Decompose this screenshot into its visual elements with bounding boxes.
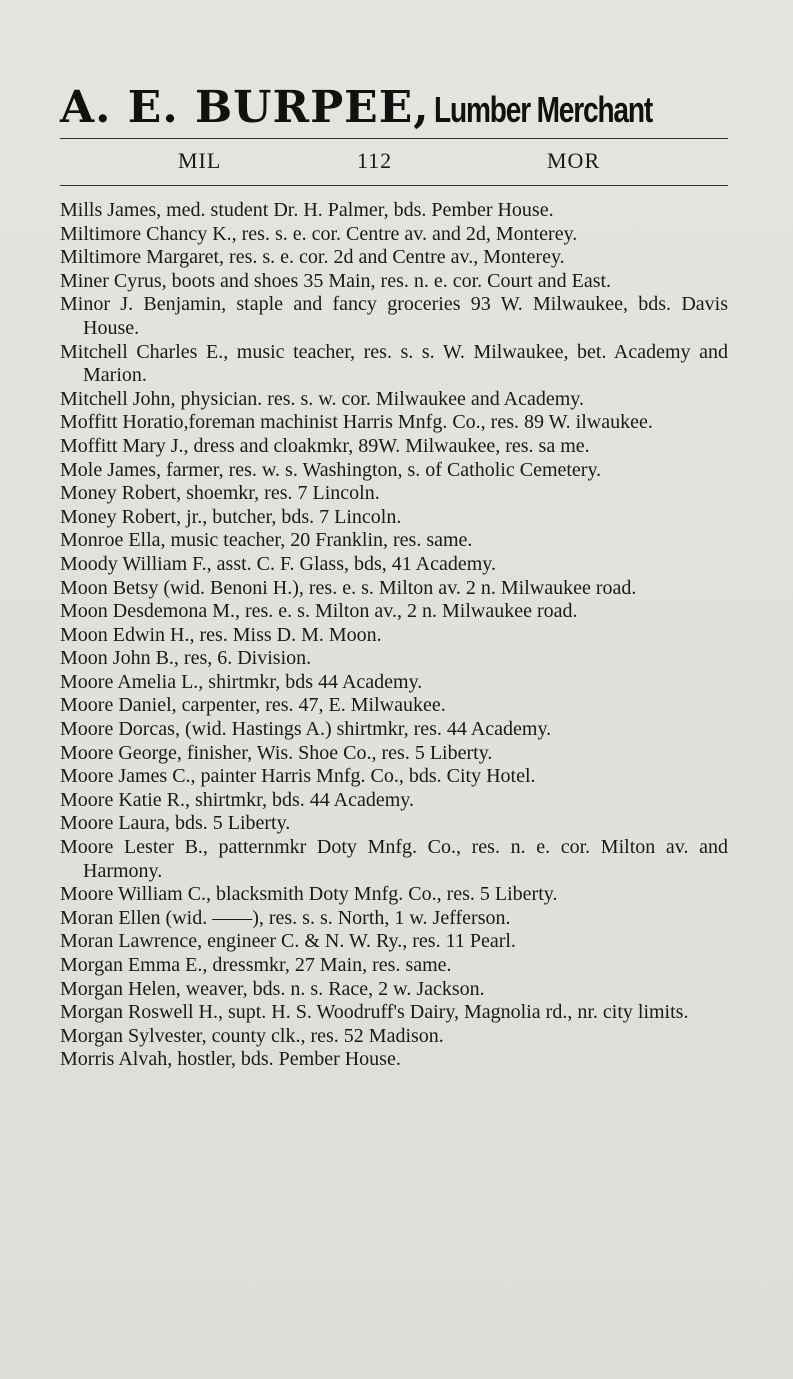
directory-entry: Morgan Emma E., dressmkr, 27 Main, res. same. xyxy=(60,954,452,976)
advertisement-banner xyxy=(60,82,732,132)
directory-entry: Moon John B., res, 6. Division. xyxy=(60,647,312,670)
directory-entry: Moore Daniel, carpenter, res. 47, E. Milwaukee. xyxy=(60,694,446,717)
directory-entry: Moore Amelia L., shirtmkr, bds 44 Academy. xyxy=(60,670,423,693)
directory-entry: Mole James, farmer, res. w. s. Washington, s. of Catholic Cemetery. xyxy=(60,458,602,481)
directory-entry: Morgan Helen, weaver, bds. n. s. Race, 2 w. Jackson. xyxy=(60,977,485,1000)
directory-entry: Money Robert, shoemkr, res. 7 Lincoln. xyxy=(60,482,380,505)
advertiser-name: A. E. BURPEE, xyxy=(60,82,430,133)
directory-entry: Moore William C., blacksmith Doty Mnfg. Co., res. 5 Liberty. xyxy=(60,883,558,906)
directory-entry: Money Robert, jr., butcher, bds. 7 Lincoln. xyxy=(60,505,402,528)
directory-entry: Morgan Roswell H., supt. H. S. Woodruff's Dairy, Magnolia rd., nr. city limits. xyxy=(60,1001,689,1024)
directory-entry: Mills James, med. student Dr. H. Palmer, bds. Pember House. xyxy=(60,199,554,221)
directory-entry: Morris Alvah, hostler, bds. Pember House. xyxy=(60,1048,401,1071)
directory-entry: Moore Lester B., patternmkr Doty Mnfg. Co., res. n. e. cor. Milton av. and Harmony. xyxy=(60,836,728,882)
directory-entry: Moore Dorcas, (wid. Hastings A.) shirtmkr, res. 44 Academy. xyxy=(60,718,552,741)
directory-entry: Mitchell John, physician. res. s. w. cor. Milwaukee and Academy. xyxy=(60,387,584,410)
directory-entries xyxy=(60,199,728,1072)
header-rule-top xyxy=(60,138,728,139)
directory-entry: Minor J. Benjamin, staple and fancy groceries 93 W. Milwaukee, bds. Davis House. xyxy=(60,293,728,339)
running-head xyxy=(60,148,728,176)
header-rule-bottom xyxy=(60,185,728,186)
guide-word-right: MOR xyxy=(547,148,601,173)
directory-entry: Monroe Ella, music teacher, 20 Franklin, res. same. xyxy=(60,529,473,552)
directory-entry: Moon Desdemona M., res. e. s. Milton av., 2 n. Milwaukee road. xyxy=(60,600,578,623)
directory-entry: Moody William F., asst. C. F. Glass, bds, 41 Academy. xyxy=(60,552,496,575)
directory-entry: Moon Betsy (wid. Benoni H.), res. e. s. Milton av. 2 n. Milwaukee road. xyxy=(60,576,637,599)
advertiser-trade: Lumber Merchant xyxy=(433,89,652,130)
directory-entry: Miltimore Chancy K., res. s. e. cor. Centre av. and 2d, Monterey. xyxy=(60,222,578,245)
directory-entry: Moore George, finisher, Wis. Shoe Co., res. 5 Liberty. xyxy=(60,741,493,764)
directory-entry: Moran Lawrence, engineer C. & N. W. Ry., res. 11 Pearl. xyxy=(60,930,516,953)
directory-entry: Moon Edwin H., res. Miss D. M. Moon. xyxy=(60,623,382,646)
page-number: 112 xyxy=(357,148,393,173)
directory-entry: Moffitt Mary J., dress and cloakmkr, 89W. Milwaukee, res. sa me. xyxy=(60,434,590,457)
directory-entry: Mitchell Charles E., music teacher, res. s. s. W. Milwaukee, bet. Academy and Marion. xyxy=(60,340,728,387)
directory-entry: Miner Cyrus, boots and shoes 35 Main, res. n. e. cor. Court and East. xyxy=(60,269,612,292)
directory-entry: Morgan Sylvester, county clk., res. 52 Madison. xyxy=(60,1024,444,1047)
directory-entry: Moore Laura, bds. 5 Liberty. xyxy=(60,812,291,835)
directory-entry: Moore Katie R., shirtmkr, bds. 44 Academy. xyxy=(60,788,414,811)
directory-entry: Moran Ellen (wid. ——), res. s. s. North, 1 w. Jefferson. xyxy=(60,906,511,929)
directory-entry: Moore James C., painter Harris Mnfg. Co., bds. City Hotel. xyxy=(60,765,536,788)
directory-entry: Miltimore Margaret, res. s. e. cor. 2d and Centre av., Monterey. xyxy=(60,246,565,269)
directory-entry: Moffitt Horatio,foreman machinist Harris Mnfg. Co., res. 89 W. ilwaukee. xyxy=(60,411,653,434)
guide-word-left: MIL xyxy=(178,148,222,173)
